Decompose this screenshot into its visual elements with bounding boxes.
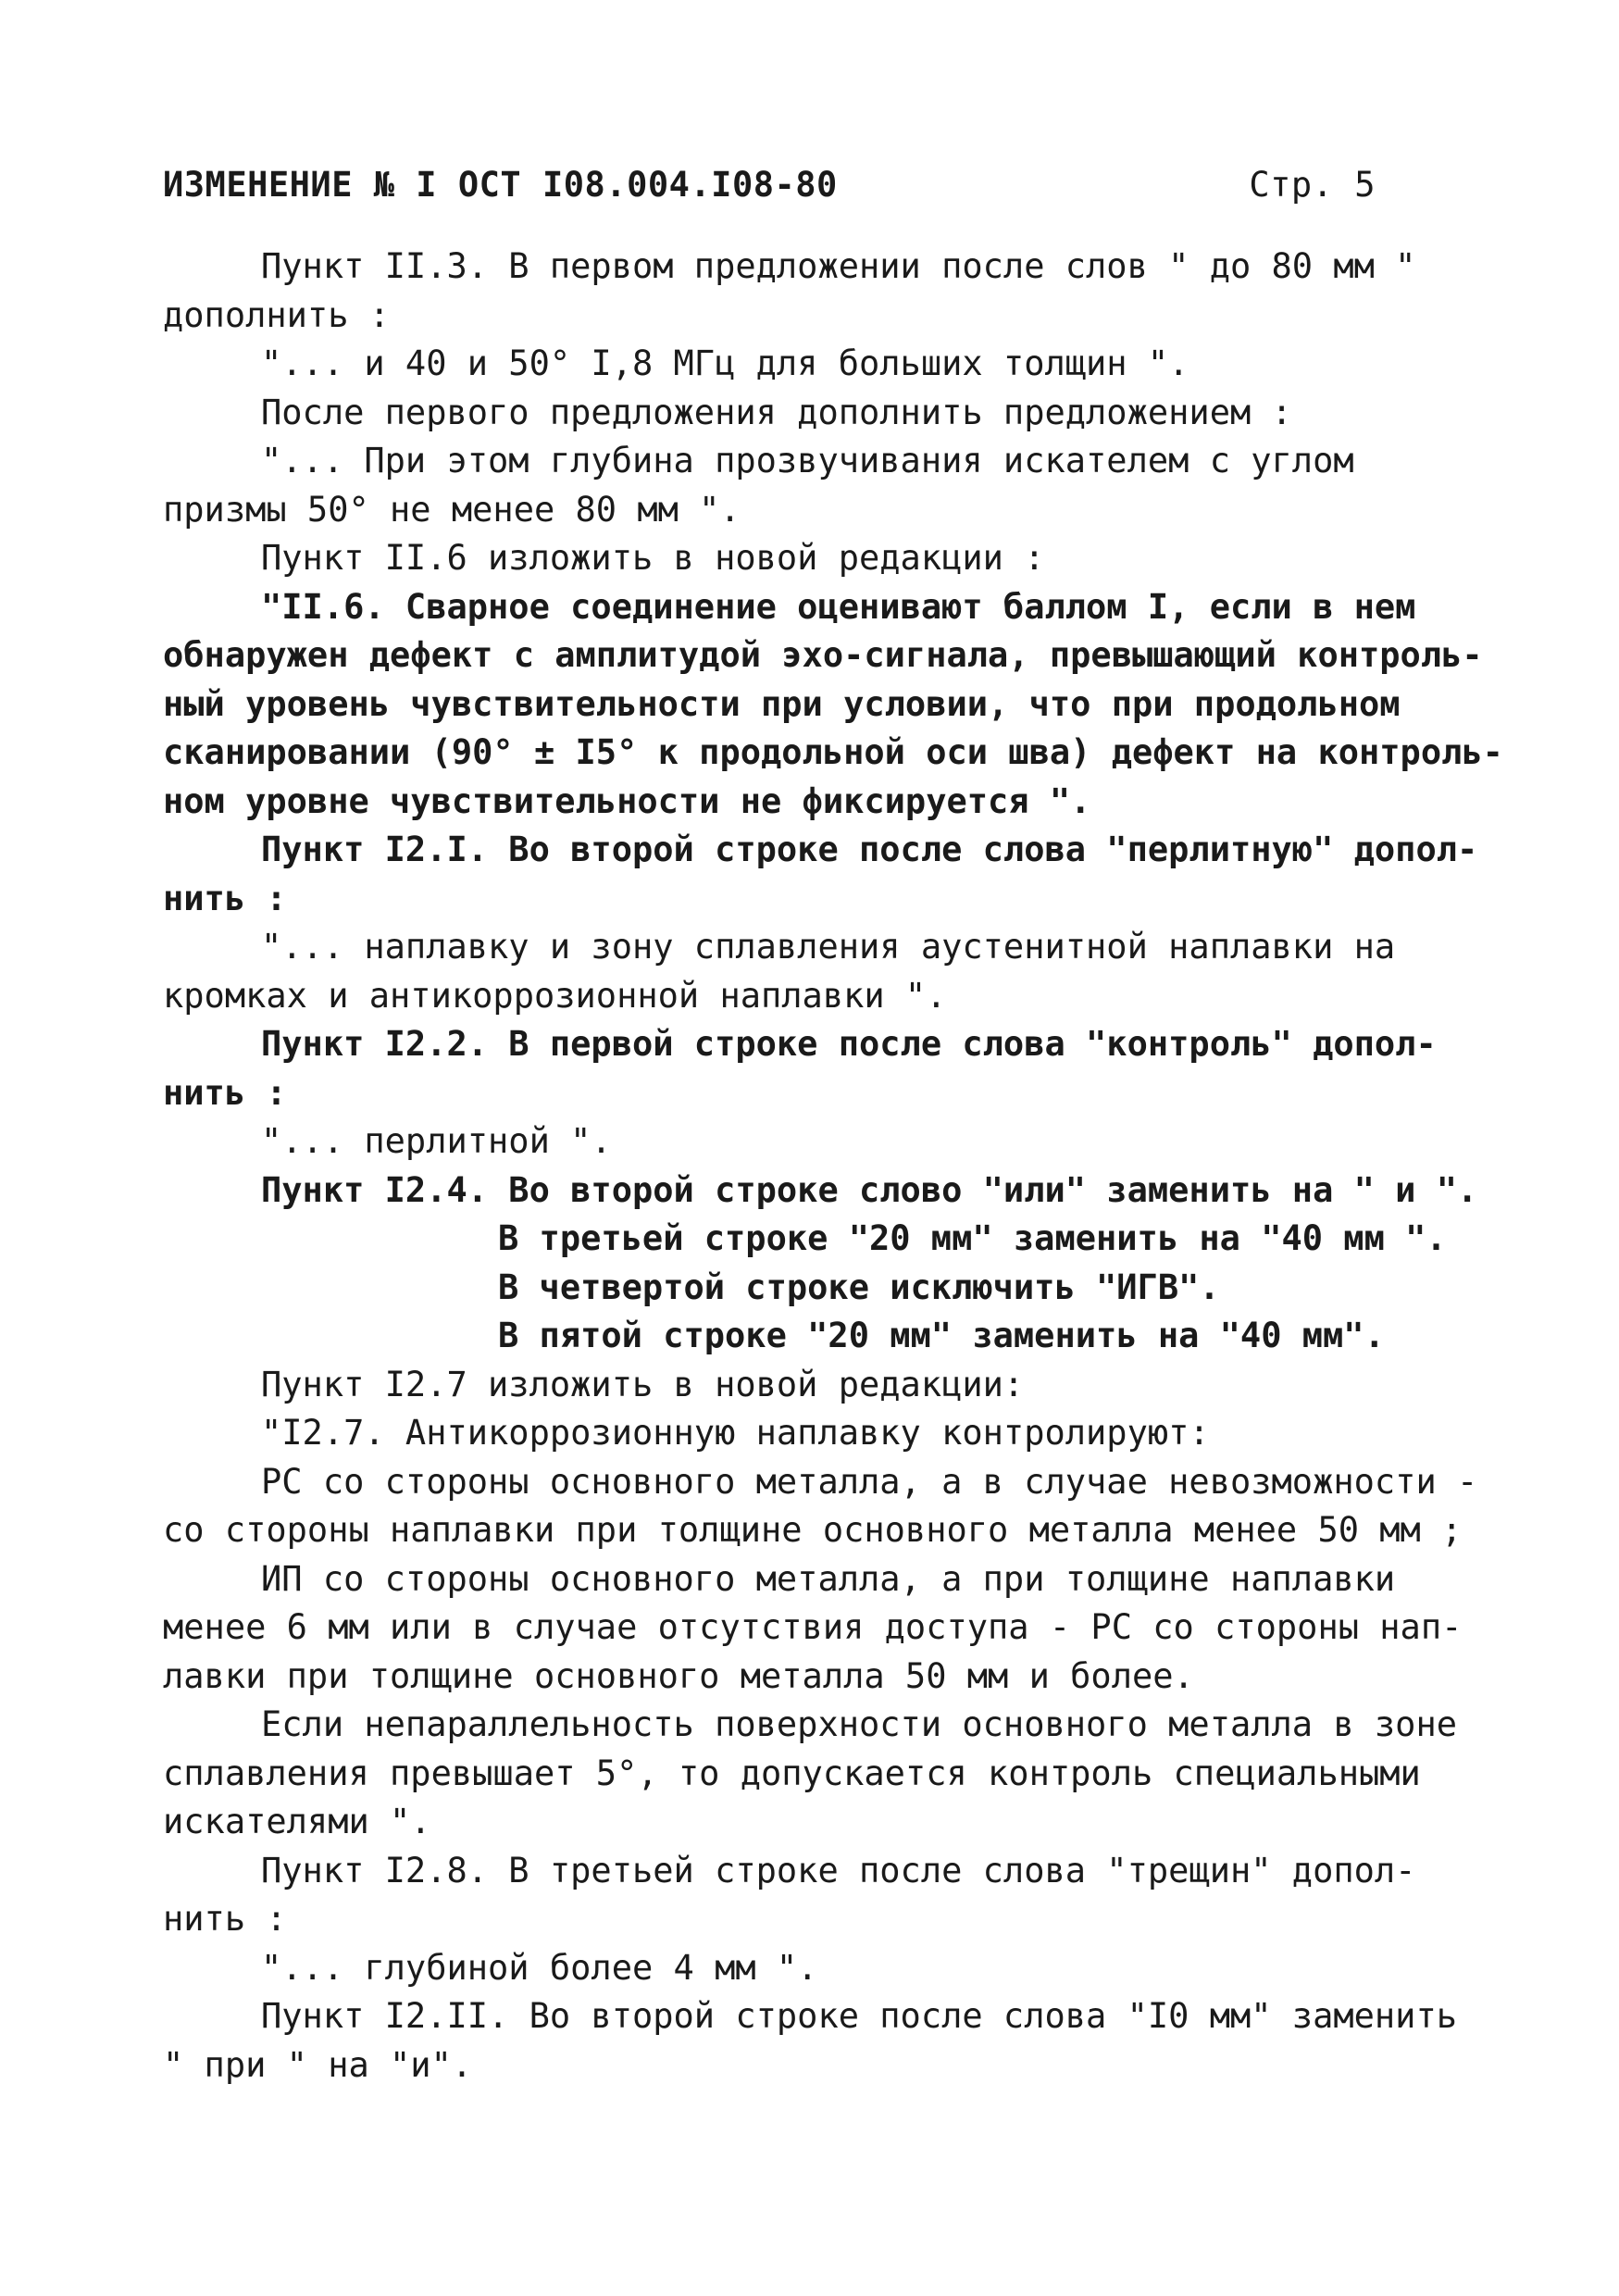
text-line: "I2.7. Антикоррозионную наплавку контролируют: <box>261 1413 1210 1453</box>
text-line: Пункт I2.4. Во второй строке слово "или" заменить на " и ". <box>261 1169 1478 1210</box>
text-line: "... наплавку и зону сплавления аустенитной наплавки на <box>261 927 1396 967</box>
text-line: После первого предложения дополнить предложением : <box>261 392 1292 432</box>
text-line: нить : <box>163 1072 287 1113</box>
text-line: нить : <box>163 1899 287 1939</box>
text-line: ном уровне чувствительности не фиксируется ". <box>163 780 1091 821</box>
text-line: дополнить : <box>163 294 391 335</box>
text-line: "... глубиной более 4 мм ". <box>261 1947 818 1988</box>
text-line: со стороны наплавки при толщине основного металла менее 50 мм ; <box>163 1510 1463 1550</box>
text-line: Пункт I2.2. В первой строке после слова "контроль" допол- <box>261 1024 1437 1064</box>
text-line: сплавления превышает 5°, то допускается контроль специальными <box>163 1753 1421 1793</box>
document-title: ИЗМЕНЕНИЕ № I ОСТ I08.004.I08-80 <box>163 165 838 205</box>
text-line: ИП со стороны основного металла, а при толщине наплавки <box>261 1558 1396 1599</box>
text-line: Пункт II.3. В первом предложении после слов " до 80 мм " <box>261 246 1416 286</box>
text-line: " при " на "и". <box>163 2044 473 2085</box>
text-line: "II.6. Сварное соединение оценивают баллом I, если в нем <box>261 586 1416 627</box>
text-line: Пункт I2.I. Во второй строке после слова "перлитную" допол- <box>261 830 1478 869</box>
text-line: Пункт II.6 изложить в новой редакции : <box>261 538 1045 578</box>
text-line: нить : <box>163 878 287 918</box>
text-line: Если непараллельность поверхности основного металла в зоне <box>261 1704 1458 1744</box>
text-line: менее 6 мм или в случае отсутствия доступа - РС со стороны нап- <box>163 1607 1463 1647</box>
text-line: ный уровень чувствительности при условии, что при продольном <box>163 683 1401 724</box>
text-line: В пятой строке "20 мм" заменить на "40 мм". <box>498 1316 1385 1355</box>
text-line: обнаружен дефект с амплитудой эхо-сигнала, превышающий контроль- <box>163 635 1483 675</box>
text-line: сканировании (90° ± I5° к продольной оси шва) дефект на контроль- <box>163 732 1503 772</box>
document-body <box>163 243 1503 2090</box>
text-line: призмы 50° не менее 80 мм ". <box>163 489 741 530</box>
text-line: лавки при толщине основного металла 50 мм и более. <box>163 1655 1194 1696</box>
text-line: Пункт I2.8. В третьей строке после слова "трещин" допол- <box>261 1850 1416 1890</box>
text-line: Пункт I2.II. Во второй строке после слова "I0 мм" заменить <box>261 1996 1458 2036</box>
text-line: "... При этом глубина прозвучивания искателем с углом <box>261 441 1354 480</box>
text-line: искателями ". <box>163 1802 431 1841</box>
text-line: Пункт I2.7 изложить в новой редакции: <box>261 1364 1025 1404</box>
text-line: В третьей строке "20 мм" заменить на "40 мм ". <box>498 1218 1447 1258</box>
text-line: кромках и антикоррозионной наплавки ". <box>163 975 947 1016</box>
text-line: "... и 40 и 50° I,8 МГц для больших толщин ". <box>261 343 1189 383</box>
page-number: Стр. 5 <box>1249 165 1376 205</box>
text-line: РС со стороны основного металла, а в случае невозможности - <box>261 1461 1478 1502</box>
text-line: В четвертой строке исключить "ИГВ". <box>498 1267 1220 1307</box>
text-line: "... перлитной ". <box>261 1121 612 1161</box>
